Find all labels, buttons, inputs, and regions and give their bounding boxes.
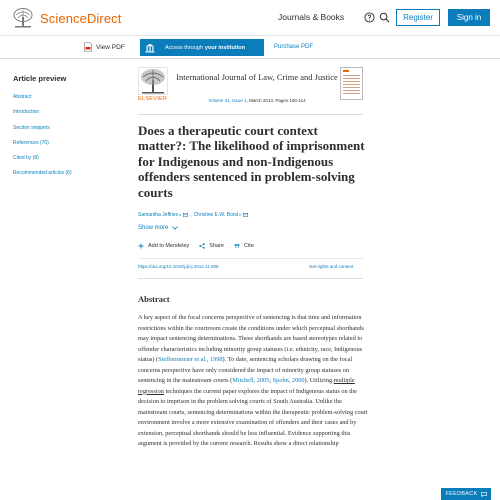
sciencedirect-logo[interactable]: [12, 8, 122, 28]
abstract-text-part: ;: [269, 377, 273, 384]
article-actions: [138, 243, 264, 249]
issue-date-pages: , March 2013, Pages 100-114: [246, 98, 306, 103]
logo-text: ScienceDirect: [40, 10, 122, 26]
reference-link[interactable]: Mitchell, 2005: [232, 377, 270, 384]
elsevier-logo-icon[interactable]: [138, 67, 168, 95]
cover-line: [343, 78, 360, 79]
sidebar-item-introduction[interactable]: Introduction: [13, 109, 40, 116]
author-list: [138, 212, 248, 218]
add-to-mendeley-label: Add to Mendeley: [148, 243, 190, 249]
chevron-down-icon: [172, 226, 178, 230]
elsevier-wordmark: ELSEVIER: [138, 96, 168, 102]
view-pdf-button[interactable]: [84, 42, 125, 52]
speech-bubble-icon: [481, 492, 487, 497]
plus-icon: [138, 243, 144, 249]
cover-line: [343, 75, 360, 76]
quote-icon: [234, 243, 240, 249]
share-button[interactable]: [199, 243, 224, 249]
abstract-text-part: A key aspect of the focal concerns perspective of sentencing is that time and information restrictions within the courtroom create the conditions under which perceptual shorthands may impact sentencing determinations. These shorthands are based stereotypes related to offender characteristics including minority group statuses (i.e. ethnicity, race, Indigenous status) (: [138, 314, 364, 363]
author-link[interactable]: Christine E.W. Bond: [193, 212, 239, 218]
elsevier-tree-icon: [12, 8, 34, 28]
sidebar-item-section-snippets[interactable]: Section snippets: [13, 124, 50, 131]
feedback-label: FEEDBACK: [445, 491, 478, 497]
doi-link[interactable]: https://doi.org/10.1016/j.ijlcj.2012.11.006: [138, 264, 219, 269]
email-icon[interactable]: [243, 213, 248, 217]
sidebar-heading: Article preview: [13, 74, 67, 83]
volume-issue-link[interactable]: Volume 41, Issue 1: [208, 98, 247, 103]
register-button[interactable]: Register: [396, 9, 440, 26]
author-separator: ,: [190, 212, 192, 218]
pdf-icon: [84, 42, 92, 52]
cover-line: [343, 93, 360, 94]
sidebar-item-references[interactable]: References (70): [13, 139, 49, 146]
show-more-button[interactable]: [138, 225, 178, 231]
help-icon[interactable]: [364, 12, 375, 23]
journal-title-link[interactable]: International Journal of Law, Crime and Justice: [176, 72, 338, 82]
article-outline-sidebar: [13, 74, 123, 186]
access-prefix: Access through: [165, 44, 203, 51]
cover-line: [343, 90, 360, 91]
sidebar-item-recommended-articles[interactable]: Recommended articles (6): [13, 170, 72, 177]
feedback-button[interactable]: [441, 488, 491, 500]
share-label: Share: [209, 243, 224, 249]
cite-label: Cite: [243, 243, 254, 249]
reference-link[interactable]: Spohn, 2000: [272, 377, 305, 384]
abstract-text-part: techniques the current paper explores the impact of Indigenous status on the decision to imprison in the problem solving courts of South Australia. Unlike the mainstream courts, sentencing determinations within the therapeutic problem-solving court environment involve a more extensive examination of offenders and their cases and by extension, perceptual shorthands should be less influential. Evidence supporting this argument is provided by the current research. Results show a direct relationship: [138, 387, 368, 447]
view-pdf-label: View PDF: [96, 43, 125, 51]
cover-line: [343, 84, 360, 85]
journal-cover-thumbnail[interactable]: [340, 67, 363, 100]
institution-icon: [145, 43, 155, 53]
add-to-mendeley-button[interactable]: [138, 243, 189, 249]
divider: [138, 114, 363, 115]
abstract-text-part: ). To date, sentencing scholars drawing on the focal concerns perspective have only considered the impact of minority group statuses on sentencing in the mainstream courts (: [138, 356, 353, 384]
article-toolbar: [0, 36, 500, 59]
divider: [138, 258, 363, 259]
rights-content-link[interactable]: Get rights and content: [309, 264, 354, 269]
sign-in-button[interactable]: Sign in: [448, 9, 490, 26]
affiliation-mark[interactable]: b: [239, 213, 242, 217]
cover-logo-mark: [343, 70, 349, 72]
email-icon[interactable]: [183, 213, 188, 217]
abstract-text-part: ). Utilizing: [304, 377, 334, 384]
share-icon: [199, 243, 205, 249]
journal-issue-meta: [172, 98, 342, 103]
abstract-heading: Abstract: [138, 294, 170, 304]
divider: [138, 278, 363, 279]
cover-line: [343, 87, 360, 88]
sidebar-item-cited-by[interactable]: Cited by (8): [13, 155, 39, 162]
topic-term-link[interactable]: multiple regression: [138, 377, 355, 395]
affiliation-mark[interactable]: a: [179, 213, 182, 217]
author-link[interactable]: Samantha Jeffries: [138, 212, 179, 218]
cite-button[interactable]: [234, 243, 254, 249]
sidebar-item-abstract[interactable]: Abstract: [13, 94, 32, 100]
purchase-pdf-link[interactable]: Purchase PDF: [274, 44, 314, 50]
search-icon[interactable]: [379, 12, 390, 23]
top-navigation-bar: [0, 0, 500, 36]
cover-line: [343, 81, 360, 82]
journals-books-link[interactable]: Journals & Books: [278, 12, 345, 22]
article-title: Does a therapeutic court context matter?: The likelihood of imprisonment for Indigenous and non-Indigenous offenders sentenced in problem-solving courts: [138, 123, 365, 200]
reference-link[interactable]: Steffensmeier et al., 1998: [158, 356, 223, 363]
access-through-institution-button[interactable]: [140, 39, 264, 56]
show-more-label: Show more: [138, 225, 169, 231]
access-institution-text: your institution: [204, 44, 245, 51]
abstract-text: [138, 313, 370, 450]
